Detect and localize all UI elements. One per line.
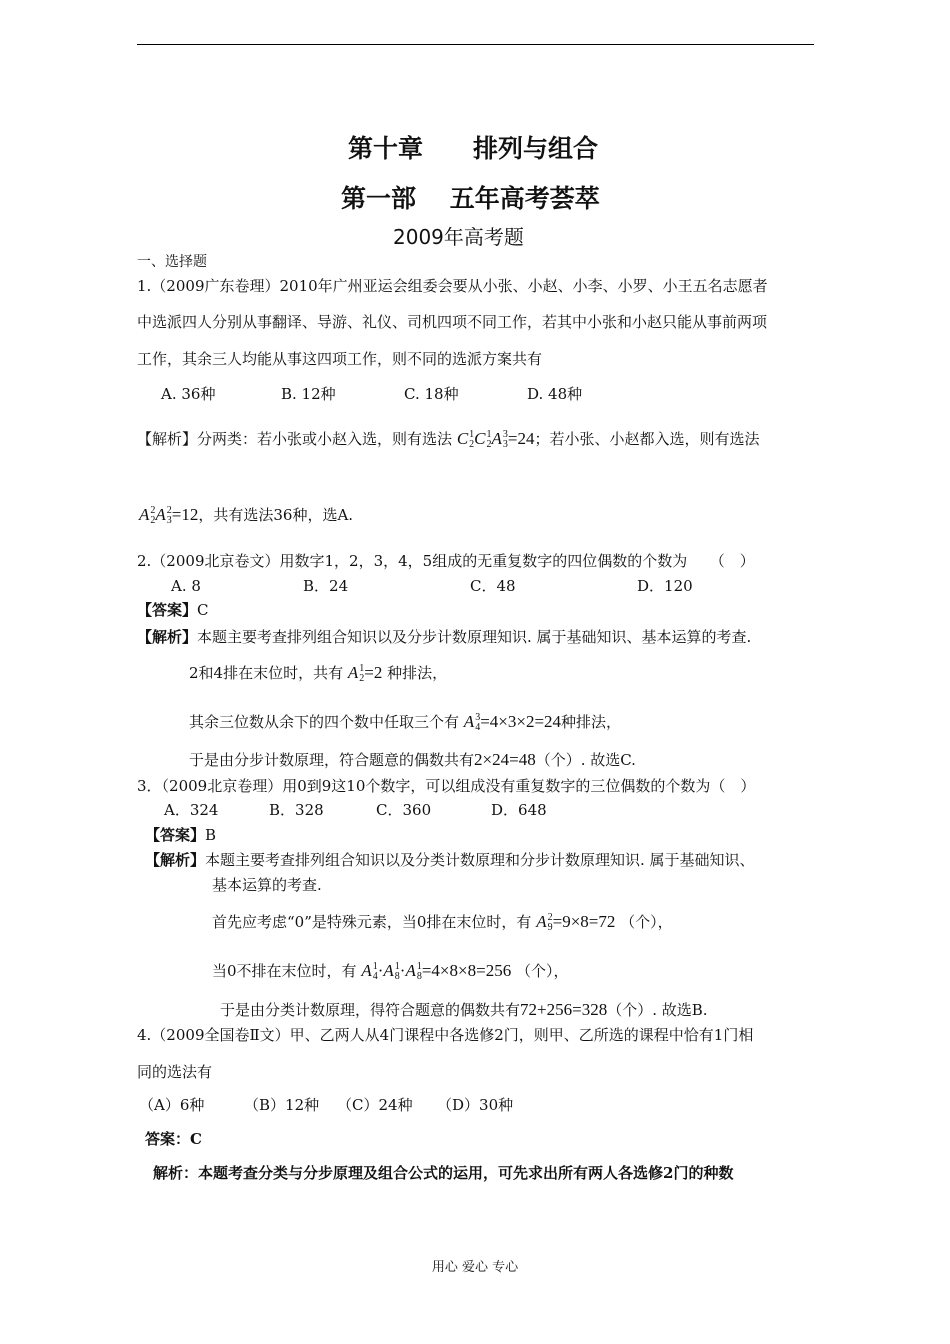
q3-step2 [212, 961, 569, 982]
q1-option-d: D. 48种 [527, 385, 583, 403]
q4-option-d: （D）30种 [437, 1096, 514, 1114]
q2-answer-label: 【答案】 [137, 601, 198, 619]
q3-step1-suffix: （个）， [620, 913, 673, 931]
q3-solution-text1: 本题主要考查排列组合知识以及分类计数原理和分步计数原理知识. 属于基础知识、 [205, 851, 755, 869]
q2-step3-formula: 2×24=48 [474, 750, 536, 769]
q3-answer-value: B [205, 826, 217, 844]
q2-step2-text: 其余三位数从余下的四个数中任取三个有 [189, 713, 460, 731]
q2-step1 [189, 663, 447, 684]
q2-step1-text: 2和4排在末位时，共有 [189, 664, 344, 682]
q2-step1-suffix: 种排法， [387, 664, 448, 682]
q4-line1: 4.（2009全国卷Ⅱ文）甲、乙两人从4门课程中各选修2门，则甲、乙所选的课程中恰有1门相 [137, 1026, 754, 1044]
q2-solution [137, 627, 751, 647]
q4-option-b: （B）12种 [244, 1096, 320, 1114]
q2-step3-text: 于是由分步计数原理，符合题意的偶数共有 [189, 751, 475, 769]
section-label: 一、选择题 [137, 254, 207, 270]
q3-option-b: B．328 [269, 801, 324, 819]
q1-option-a: A. 36种 [161, 385, 216, 403]
page-footer: 用心 爱心 专心 [431, 1260, 519, 1275]
q3-answer [145, 825, 216, 845]
q1-option-b: B. 12种 [281, 385, 336, 403]
q4-solution: 解析：本题考查分类与分步原理及组合公式的运用，可先求出所有两人各选修2门的种数 [153, 1164, 734, 1182]
q1-formula-1-value: =24 [507, 429, 535, 448]
q2-step2 [189, 712, 621, 733]
q2-step3-suffix: （个）. 故选C. [535, 751, 636, 769]
q3-step3-suffix: （个）. 故选B. [607, 1001, 708, 1019]
q1-formula-2-value: =12 [171, 505, 199, 524]
q2-step2-value: =4×3×2=24 [480, 712, 562, 731]
q3-solution-text2: 基本运算的考查. [212, 876, 322, 894]
q3-step2-suffix: （个）， [515, 962, 569, 980]
q3-solution [145, 850, 755, 870]
q2-solution-label: 【解析】 [137, 628, 198, 646]
q2-solution-text: 本题主要考查排列组合知识以及分步计数原理知识. 属于基础知识、基本运算的考查. [197, 628, 752, 646]
q2-answer [137, 600, 209, 620]
q1-option-c: C. 18种 [404, 385, 459, 403]
q4-option-a: （A）6种 [139, 1096, 205, 1114]
q2-line1: 2.（2009北京卷文）用数字1，2，3，4，5组成的无重复数字的四位偶数的个数为 （ ） [137, 552, 755, 570]
q1-solution-prefix: 【解析】 [137, 430, 198, 448]
q2-step1-value: =2 [364, 663, 383, 682]
q4-options [139, 1095, 513, 1115]
q2-answer-value: C [197, 601, 209, 619]
chapter-title: 第十章 排列与组合 [348, 134, 599, 163]
header-rule [137, 44, 814, 45]
q1-solution-text1: 分两类：若小张或小赵入选，则有选法 [197, 430, 453, 448]
q3-step2-text: 当0不排在末位时，有 [212, 962, 357, 980]
q2-option-b: B．24 [303, 577, 349, 595]
q3-answer-label: 【答案】 [145, 826, 206, 844]
q3-step2-value: =4×8×8=256 [421, 961, 512, 980]
q2-step2-suffix: 种排法， [561, 713, 622, 731]
q4-answer: 答案：C [145, 1130, 202, 1148]
q3-option-a: A．324 [164, 801, 219, 819]
section-title: 第一部 五年高考荟萃 [341, 184, 600, 213]
q2-step2-formula: A 3 4 =4×3×2=24 [463, 712, 562, 734]
q1-options [161, 384, 582, 404]
q3-step1 [212, 912, 673, 933]
q1-solution-text3: ，共有选法36种，选A. [198, 506, 354, 524]
q3-step1-formula: A 2 9 =9×8=72 [536, 912, 616, 934]
q4-option-c: （C）24种 [337, 1096, 413, 1114]
q1-solution-text2: ；若小张、小赵都入选，则有选法 [534, 430, 760, 448]
q1-formula-2: A 2 2 A 2 3 =12 [139, 505, 199, 527]
q4-line2: 同的选法有 [137, 1063, 213, 1081]
q2-step3 [189, 750, 636, 770]
q3-option-d: D．648 [491, 801, 547, 819]
q3-line1: 3．（2009北京卷理）用0到9这10个数字，可以组成没有重复数字的三位偶数的个数为（ ） [137, 777, 756, 795]
q3-step3 [220, 1000, 708, 1020]
q3-step1-text: 首先应考虑“0”是特殊元素，当0排在末位时，有 [212, 913, 532, 931]
q1-solution-line2 [139, 505, 353, 526]
q2-step1-formula: A 1 2 =2 [347, 663, 383, 685]
q2-option-d: D．120 [637, 577, 693, 595]
q3-step3-formula: 72+256=328 [520, 1000, 608, 1019]
q3-option-c: C．360 [376, 801, 432, 819]
q3-step2-formula: A 1 4 ·A 1 8 ·A 1 8 =4×8×8=256 [361, 961, 512, 983]
q2-option-a: A. 8 [171, 577, 201, 595]
q1-formula-1: C 1 2 C 1 2 A 3 3 =24 [456, 429, 535, 451]
q3-options [164, 800, 547, 820]
q1-solution-line1 [137, 429, 760, 450]
q3-solution-label: 【解析】 [145, 851, 206, 869]
q1-line1: 1.（2009广东卷理）2010年广州亚运会组委会要从小张、小赵、小李、小罗、小王五名志愿者 [137, 277, 768, 295]
q1-line3: 工作，其余三人均能从事这四项工作，则不同的选派方案共有 [137, 350, 543, 368]
q3-step1-value: =9×8=72 [552, 912, 616, 931]
q2-options [171, 576, 693, 596]
q3-step3-text: 于是由分类计数原理，得符合题意的偶数共有 [220, 1001, 521, 1019]
q1-line2: 中选派四人分别从事翻译、导游、礼仪、司机四项不同工作，若其中小张和小赵只能从事前两项 [137, 313, 768, 331]
q2-option-c: C．48 [470, 577, 516, 595]
year-title: 2009年高考题 [393, 225, 524, 249]
